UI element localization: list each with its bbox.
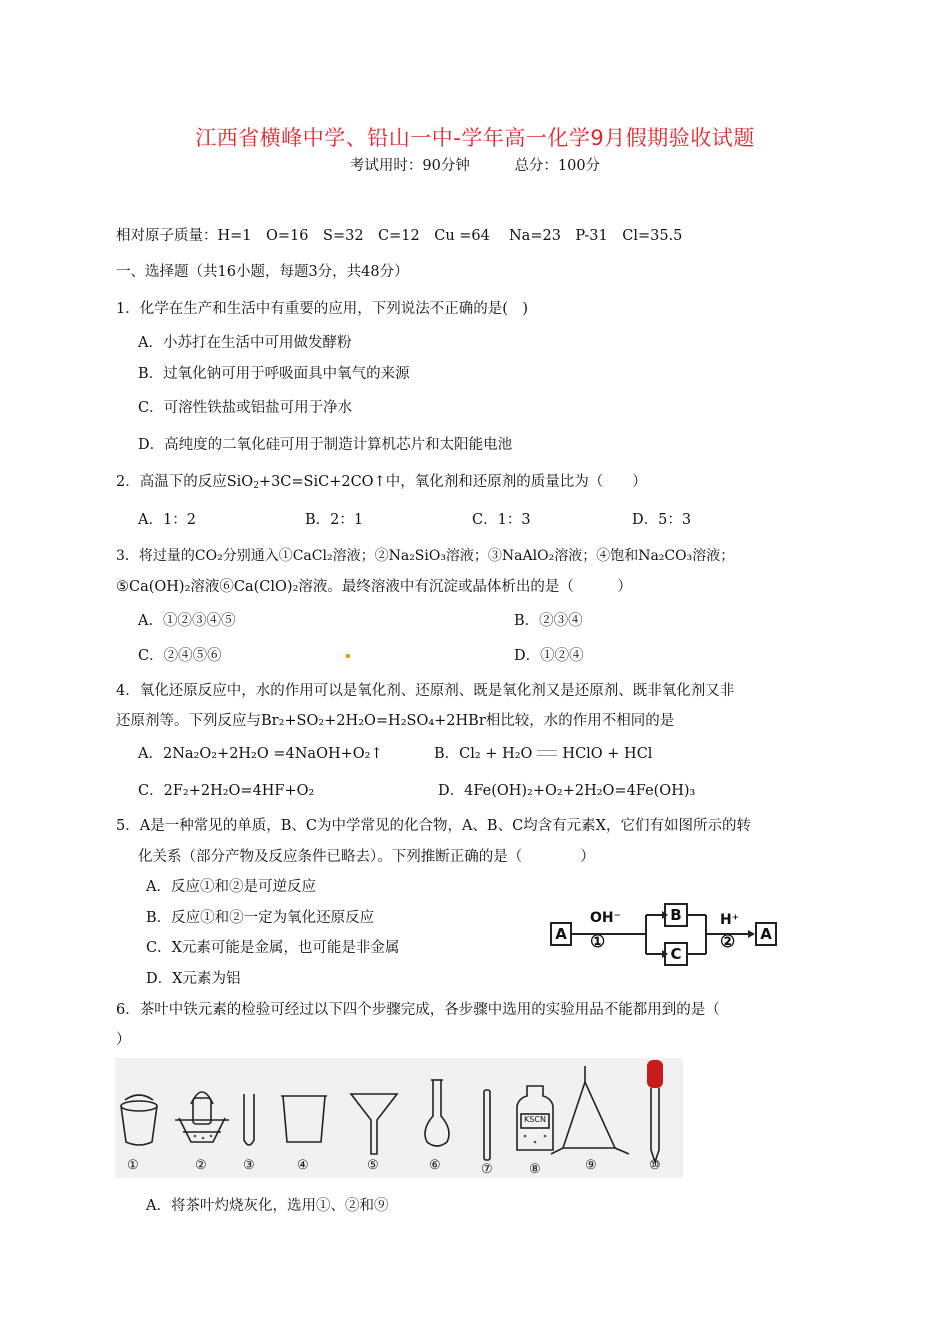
exam-info: [0, 154, 950, 175]
q1-option-c: C．可溶性铁盐或铝盐可用于净水: [138, 400, 353, 416]
q2-option-a: A．1：2: [138, 512, 196, 528]
q5-option-c: C．X元素可能是金属，也可能是非金属: [146, 940, 400, 956]
equipment-label-9: ⑨: [585, 1158, 597, 1173]
question-4-line2: 还原剂等。下列反应与Br₂+SO₂+2H₂O=H₂SO₄+2HBr相比较，水的作用不相同的是: [116, 713, 675, 729]
q5-option-a: A．反应①和②是可逆反应: [146, 879, 316, 895]
q4-option-d: D．4Fe(OH)₂+O₂+2H₂O=4Fe(OH)₃: [438, 783, 696, 799]
q4-option-c: C．2F₂+2H₂O=4HF+O₂: [138, 783, 315, 799]
q2-stem-pre: 2．高温下的反应SiO: [116, 474, 254, 490]
question-3-line1: 3．将过量的CO₂分别通入①CaCl₂溶液；②Na₂SiO₃溶液；③NaAlO₂溶液；④饱和Na₂CO₃溶液；: [116, 548, 735, 564]
exam-time: 考试用时：90分钟: [349, 158, 470, 174]
equipment-label-2: ②: [195, 1158, 207, 1173]
q2-sub: 2: [253, 481, 259, 491]
q1-option-a: A．小苏打在生活中可用做发酵粉: [138, 335, 352, 351]
question-1-stem: 1．化学在生产和生活中有重要的应用，下列说法不正确的是( ): [116, 301, 529, 317]
q1-option-b: B．过氧化钠可用于呼吸面具中氧气的来源: [138, 366, 410, 382]
equipment-label-1: ①: [127, 1158, 139, 1173]
question-6-line2: ）: [116, 1032, 131, 1048]
section-heading: 一、选择题（共16小题，每题3分，共48分）: [116, 264, 409, 280]
page-title: 江西省横峰中学、铅山一中-学年高一化学9月假期验收试题: [195, 126, 755, 150]
question-5-line2: 化关系（部分产物及反应条件已略去）。下列推断正确的是（ ）: [138, 849, 595, 865]
q4-option-b-right: HClO + HCl: [562, 746, 653, 762]
equipment-label-4: ④: [297, 1158, 309, 1173]
conversion-diagram: [548, 902, 782, 968]
diagram-step-1: ①: [590, 932, 606, 952]
q4-option-a: A．2Na₂O₂+2H₂O =4NaOH+O₂↑: [138, 746, 383, 762]
equilibrium-arrow-icon: [536, 747, 558, 759]
q4-option-b-left: B．Cl₂ + H₂O: [434, 746, 533, 762]
question-6-line1: 6．茶叶中铁元素的检验可经过以下四个步骤完成，各步骤中选用的实验用品不能都用到的是（: [116, 1002, 720, 1018]
equipment-label-8: ⑧: [529, 1162, 541, 1177]
exam-score: 总分：100分: [514, 158, 601, 174]
atomic-masses: 相对原子质量：H=1 O=16 S=32 C=12 Cu =64 Na=23 P-31 Cl=35.5: [116, 228, 683, 244]
kscn-bottle-label: KSCN: [524, 1115, 546, 1124]
equipment-label-10: ⑩: [649, 1158, 661, 1173]
equipment-label-5: ⑤: [367, 1158, 379, 1173]
q1-option-d: D．高纯度的二氧化硅可用于制造计算机芯片和太阳能电池: [138, 437, 513, 453]
diagram-arrows: [548, 902, 782, 968]
equipment-label-6: ⑥: [429, 1158, 441, 1173]
q2-option-b: B．2：1: [305, 512, 364, 528]
lab-equipment-figure: [115, 1058, 683, 1178]
q5-option-b: B．反应①和②一定为氧化还原反应: [146, 910, 375, 926]
q2-stem-post: +3C=SiC+2CO↑中，氧化剂和还原剂的质量比为（ ）: [258, 474, 647, 490]
equipment-label-3: ③: [243, 1158, 255, 1173]
diagram-h-label: H⁺: [720, 912, 740, 928]
diagram-step-2: ②: [720, 932, 736, 952]
q3-option-c: C．②④⑤⑥: [138, 648, 222, 664]
q2-option-c: C．1：3: [472, 512, 531, 528]
question-2-stem: [116, 470, 647, 491]
q4-option-b: [434, 742, 652, 763]
q5-option-d: D．X元素为铝: [146, 971, 241, 987]
diagram-oh-label: OH⁻: [590, 910, 622, 926]
q3-option-d: D．①②④: [514, 648, 584, 664]
q3-option-a: A．①②③④⑤: [138, 613, 236, 629]
diagram-box-c: C: [664, 942, 688, 966]
diagram-box-a-right: A: [755, 922, 777, 946]
equipment-label-7: ⑦: [481, 1162, 493, 1177]
q2-option-d: D．5：3: [632, 512, 692, 528]
question-4-line1: 4．氧化还原反应中，水的作用可以是氧化剂、还原剂、既是氧化剂又是还原剂、既非氧化剂又非: [116, 683, 735, 699]
stray-mark: [346, 654, 350, 658]
diagram-box-b: B: [664, 903, 688, 927]
q3-option-b: B．②③④: [514, 613, 583, 629]
q6-option-a: A．将茶叶灼烧灰化，选用①、②和⑨: [146, 1198, 389, 1214]
question-5-line1: 5．A是一种常见的单质，B、C为中学常见的化合物，A、B、C均含有元素X，它们有如图所示的转: [116, 818, 751, 834]
diagram-box-a-left: A: [550, 922, 572, 946]
question-3-line2: ⑤Ca(OH)₂溶液⑥Ca(ClO)₂溶液。最终溶液中有沉淀或晶体析出的是（ ）: [116, 579, 632, 595]
